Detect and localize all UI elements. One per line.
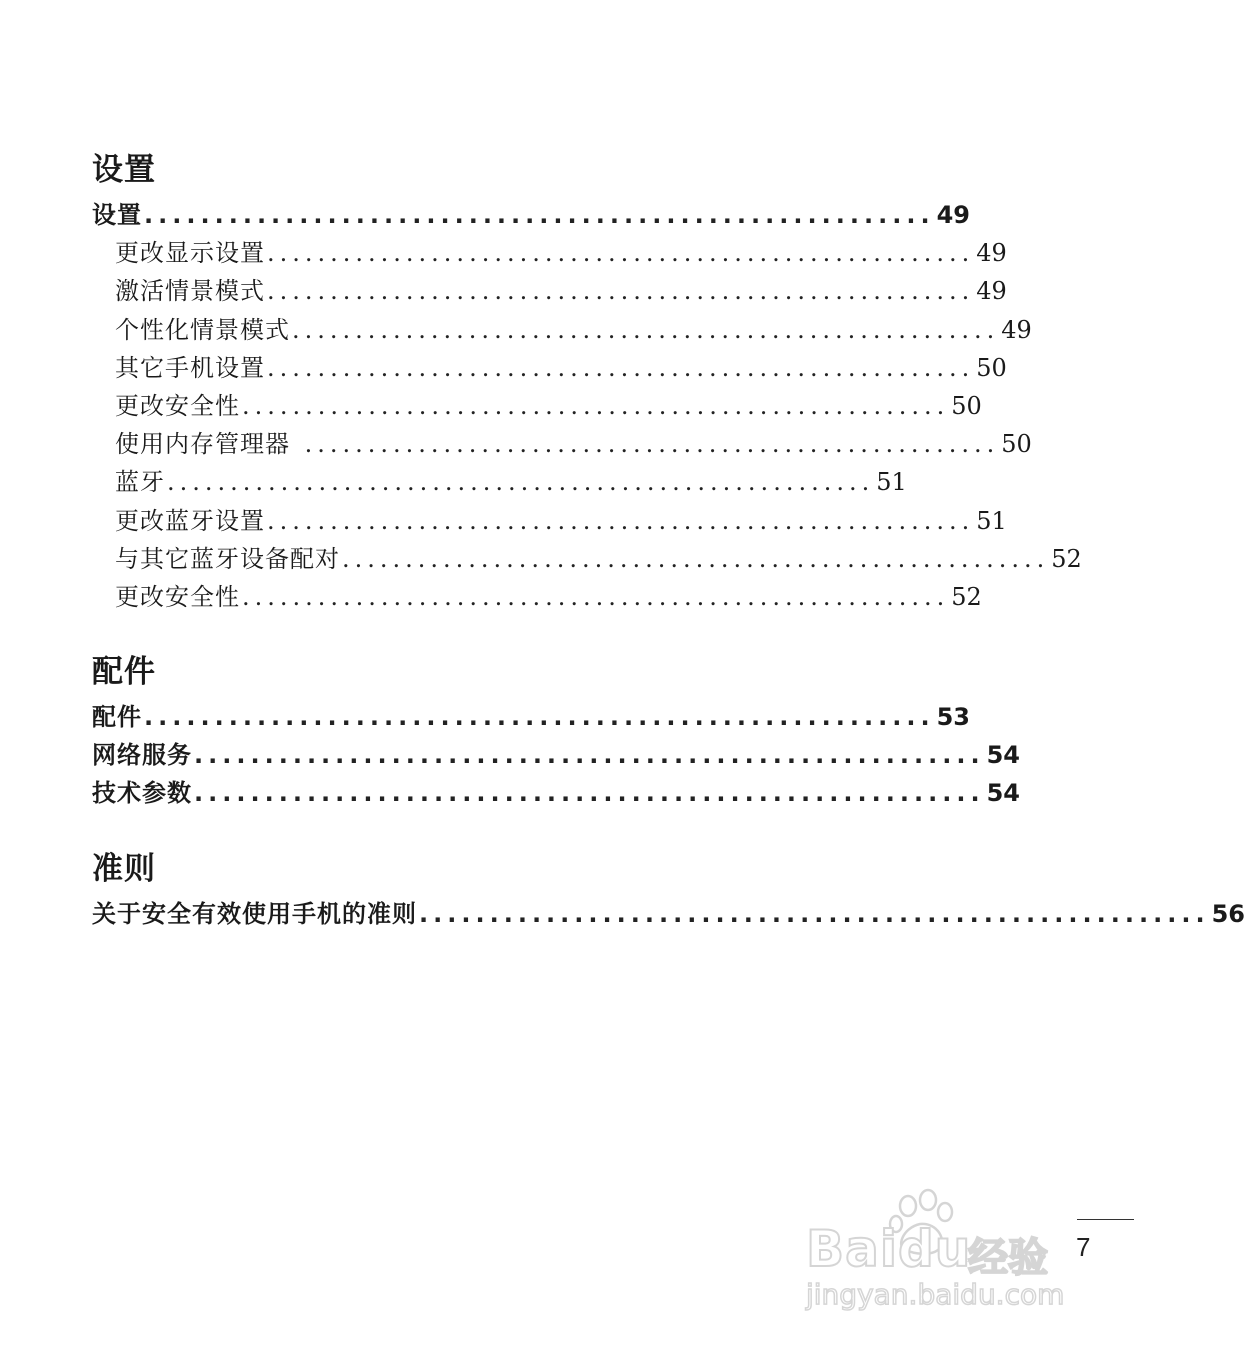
toc-entry-page: 52 xyxy=(951,582,982,611)
section-heading: 准则 xyxy=(92,850,156,887)
toc-entry[interactable] xyxy=(92,774,1020,812)
leader-dots: ........................................................ xyxy=(242,391,950,420)
table-of-contents xyxy=(92,150,1245,969)
toc-entry-label: 与其它蓝牙设备配对 xyxy=(115,544,340,573)
toc-entry-label: 设置 xyxy=(92,201,142,229)
section-heading: 配件 xyxy=(92,654,156,691)
toc-entry[interactable] xyxy=(92,540,1082,578)
toc-entry-page: 49 xyxy=(936,201,970,229)
page-number: 7 xyxy=(1076,1232,1091,1262)
toc-entry-label: 更改安全性 xyxy=(115,582,240,611)
leader-dots: ........................................................ xyxy=(292,315,1000,344)
leader-dots: ........................................................ xyxy=(419,899,1210,928)
leader-dots: ........................................................ xyxy=(194,779,985,808)
toc-section-accessories xyxy=(92,652,1020,813)
toc-entry[interactable] xyxy=(92,349,1007,387)
toc-entry-label: 关于安全有效使用手机的准则 xyxy=(92,899,417,928)
toc-entry[interactable] xyxy=(92,311,1032,349)
page-number-rule xyxy=(1077,1219,1134,1220)
toc-entry-page: 50 xyxy=(976,353,1007,382)
toc-entry-page: 54 xyxy=(986,779,1020,808)
toc-entry-label: 技术参数 xyxy=(92,779,192,808)
toc-entry-label: 使用内存管理器 xyxy=(115,430,290,459)
baidu-jingyan-watermark xyxy=(800,1190,1070,1320)
toc-entry[interactable] xyxy=(92,425,1032,463)
leader-dots: ........................................................ xyxy=(267,506,975,535)
toc-entry[interactable] xyxy=(92,272,1007,310)
toc-entry-page: 50 xyxy=(1001,430,1032,459)
toc-entry-page: 52 xyxy=(1051,544,1082,573)
leader-dots: ....................................................... xyxy=(292,430,1000,459)
toc-entry-label: 更改蓝牙设置 xyxy=(115,506,265,535)
leader-dots: ........................................................ xyxy=(194,741,985,770)
leader-dots: ........................................................ xyxy=(144,703,935,732)
toc-entry-page: 56 xyxy=(1211,899,1245,928)
watermark-url: jingyan.baidu.com xyxy=(806,1278,1065,1311)
toc-entry-page: 49 xyxy=(1001,315,1032,344)
leader-dots: ........................................................ xyxy=(342,544,1050,573)
toc-entry[interactable] xyxy=(92,578,982,616)
toc-entry[interactable] xyxy=(92,698,970,736)
toc-entry-label: 配件 xyxy=(92,703,142,732)
toc-entry-label: 激活情景模式 xyxy=(115,277,265,306)
toc-entry[interactable] xyxy=(92,387,982,425)
toc-entry-label: 更改显示设置 xyxy=(115,239,265,268)
toc-section-guidelines xyxy=(92,849,1245,933)
toc-entry[interactable] xyxy=(92,895,1245,933)
toc-entry-page: 51 xyxy=(876,468,907,497)
leader-dots: ........................................................ xyxy=(267,239,975,268)
toc-entry[interactable] xyxy=(92,463,907,501)
toc-entry-label: 更改安全性 xyxy=(115,391,240,420)
toc-entry-label: 其它手机设置 xyxy=(115,353,265,382)
toc-entry-label: 网络服务 xyxy=(92,741,192,770)
leader-dots: ........................................................ xyxy=(242,582,950,611)
watermark-logo: Baidu xyxy=(806,1220,972,1278)
toc-entry[interactable] xyxy=(92,502,1007,540)
toc-entry-page: 51 xyxy=(976,506,1007,535)
toc-entry-page: 53 xyxy=(936,703,970,732)
section-heading: 设置 xyxy=(92,152,156,188)
leader-dots: ........................................................ xyxy=(144,201,935,229)
toc-entry-page: 49 xyxy=(976,277,1007,306)
leader-dots: ........................................................ xyxy=(267,277,975,306)
leader-dots: ........................................................ xyxy=(167,468,875,497)
toc-entry-label: 个性化情景模式 xyxy=(115,315,290,344)
toc-section-settings xyxy=(92,150,1082,616)
leader-dots: ........................................................ xyxy=(267,353,975,382)
toc-entry-page: 50 xyxy=(951,391,982,420)
toc-entry-page: 49 xyxy=(976,239,1007,268)
toc-entry[interactable] xyxy=(92,196,970,234)
toc-entry-page: 54 xyxy=(986,741,1020,770)
toc-entry-label: 蓝牙 xyxy=(115,468,165,497)
toc-entry[interactable] xyxy=(92,234,1007,272)
toc-entry[interactable] xyxy=(92,736,1020,774)
watermark-brand: 经验 xyxy=(968,1235,1048,1281)
